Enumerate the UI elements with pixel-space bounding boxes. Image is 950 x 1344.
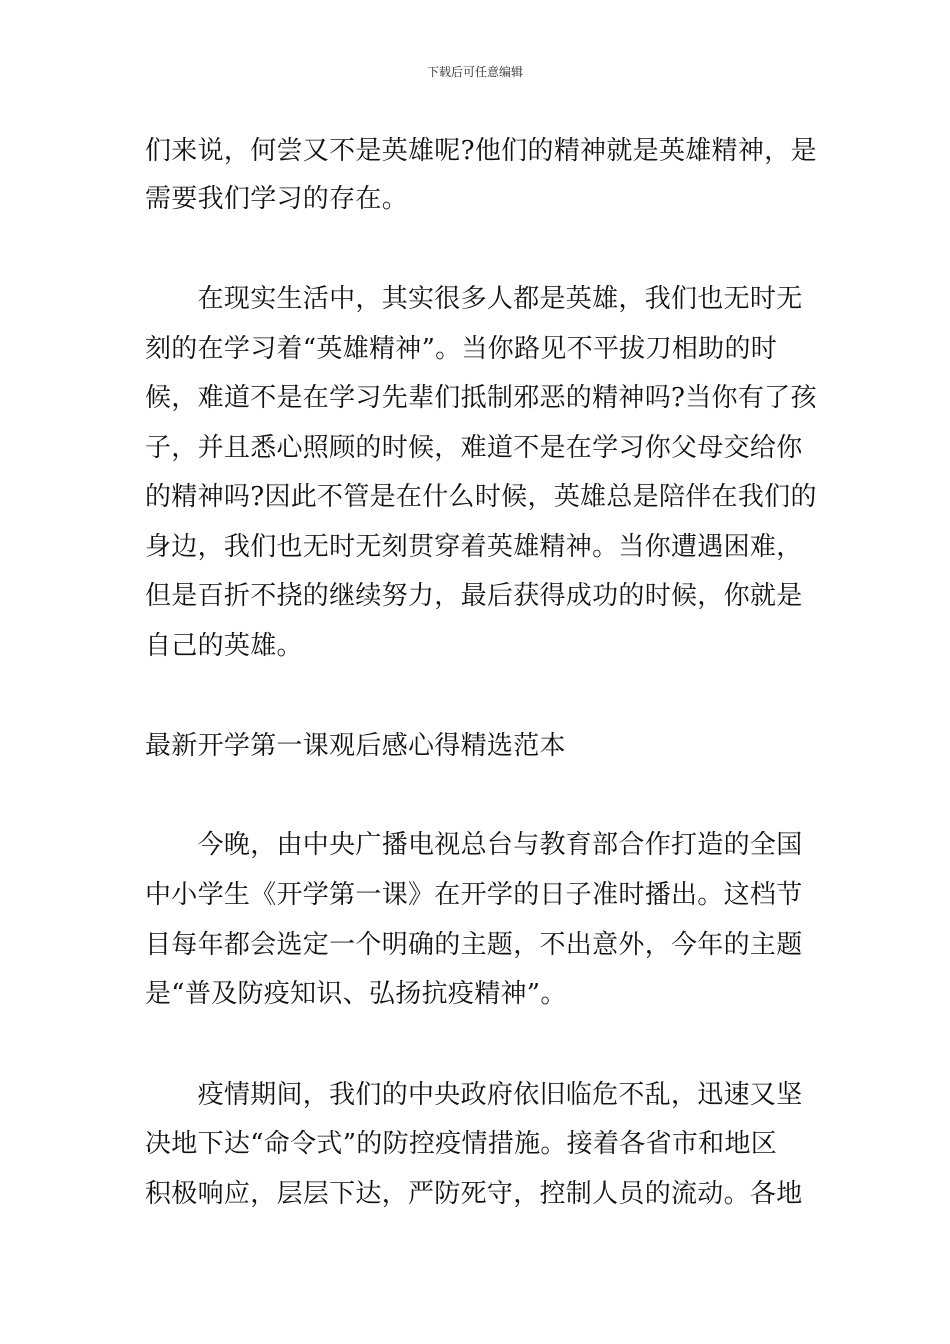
paragraph-3-line-4: 是“普及防疫知识、弘扬抗疫精神”。 [145, 979, 567, 1009]
paragraph-3-line-2: 中小学生《开学第一课》在开学的日子准时播出。这档节 [145, 880, 803, 910]
paragraph-3-line-1: 今晚，由中央广播电视总台与教育部合作打造的全国 [145, 830, 803, 860]
paragraph-4-line-3: 积极响应，层层下达，严防死守，控制人员的流动。各地 [145, 1179, 803, 1209]
page-header: 下载后可任意编辑 [426, 65, 523, 79]
paragraph-3-line-3: 目每年都会选定一个明确的主题，不出意外，今年的主题 [145, 930, 803, 960]
paragraph-2-line-3: 候，难道不是在学习先辈们抵制邪恶的精神吗?当你有了孩 [145, 383, 817, 413]
section-heading: 最新开学第一课观后感心得精选范本 [145, 731, 566, 761]
paragraph-1-line-2: 需要我们学习的存在。 [145, 184, 409, 214]
paragraph-1-line-1: 们来说，何尝又不是英雄呢?他们的精神就是英雄精神，是 [145, 136, 817, 166]
paragraph-2-line-1: 在现实生活中，其实很多人都是英雄，我们也无时无 [145, 284, 803, 314]
paragraph-2-line-7: 但是百折不挠的继续努力，最后获得成功的时候，你就是 [145, 581, 803, 611]
paragraph-2-line-5: 的精神吗?因此不管是在什么时候，英雄总是陪伴在我们的 [145, 482, 817, 512]
paragraph-2-line-4: 子，并且悉心照顾的时候，难道不是在学习你父母交给你 [145, 433, 803, 463]
paragraph-4-line-1: 疫情期间，我们的中央政府依旧临危不乱，迅速又坚 [145, 1080, 803, 1110]
paragraph-2-line-8: 自己的英雄。 [145, 631, 303, 661]
paragraph-2-line-2: 刻的在学习着“英雄精神”。当你路见不平拔刀相助的时 [145, 334, 778, 364]
paragraph-4-line-2: 决地下达“命令式”的防控疫情措施。接着各省市和地区 [145, 1129, 778, 1159]
paragraph-2-line-6: 身边，我们也无时无刻贯穿着英雄精神。当你遭遇困难， [145, 532, 803, 562]
